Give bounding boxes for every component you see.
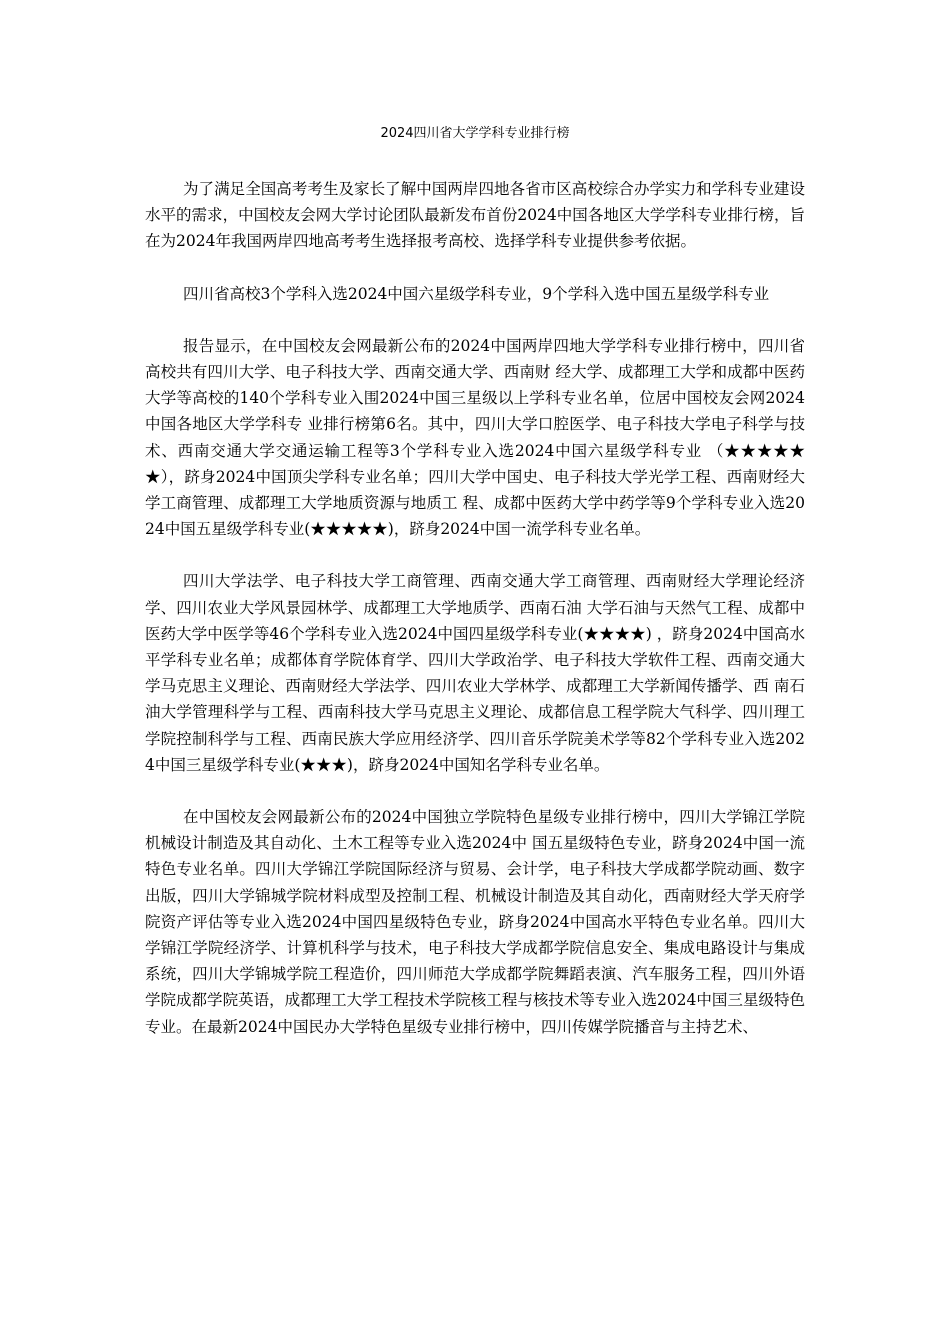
- paragraph-report: 报告显示，在中国校友会网最新公布的2024中国两岸四地大学学科专业排行榜中，四川省高校共有四川大学、电子科技大学、西南交通大学、西南财 经大学、成都理工大学和成都中医药大学等高校的140个学科专业入围2024中国三星级以上学科专业名单，位居中国校友会网2024中国各地区大学学科专 业排行榜第6名。其中，四川大学口腔医学、电子科技大学电子科学与技术、西南交通大学交通运输工程等3个学科专业入选2024中国六星级学科专业 （★★★★★★），跻身2024中国顶尖学科专业名单；四川大学中国史、电子科技大学光学工程、西南财经大学工商管理、成都理工大学地质资源与地质工 程、成都中医药大学中药学等9个学科专业入选2024中国五星级学科专业(★★★★★)，跻身2024中国一流学科专业名单。: [145, 336, 805, 539]
- document-page: [145, 124, 805, 1066]
- paragraph-intro: 为了满足全国高考考生及家长了解中国两岸四地各省市区高校综合办学实力和学科专业建设水平的需求，中国校友会网大学讨论团队最新发布首份2024中国各地区大学学科专业排行榜，旨在为2024年我国两岸四地高考考生选择报考高校、选择学科专业提供参考依据。: [145, 180, 805, 251]
- document-title: 2024四川省大学学科专业排行榜: [380, 126, 570, 141]
- paragraph-four-star: 四川大学法学、电子科技大学工商管理、西南交通大学工商管理、西南财经大学理论经济学、四川农业大学风景园林学、成都理工大学地质学、西南石油 大学石油与天然气工程、成都中医药大学中医学等46个学科专业入选2024中国四星级学科专业(★★★★) ，跻身2024中国高水平学科专业名单；成都体育学院体育学、四川大学政治学、电子科技大学软件工程、西南交通大学马克思主义理论、西南财经大学法学、四川农业大学林学、成都理工大学新闻传播学、西 南石油大学管理科学与工程、西南科技大学马克思主义理论、成都信息工程学院大气科学、四川理工学院控制科学与工程、西南民族大学应用经济学、四川音乐学院美术学等82个学科专业入选2024中国三星级学科专业(★★★)，跻身2024中国知名学科专业名单。: [145, 572, 805, 774]
- paragraph-independent-colleges: 在中国校友会网最新公布的2024中国独立学院特色星级专业排行榜中，四川大学锦江学院机械设计制造及其自动化、土木工程等专业入选2024中 国五星级特色专业，跻身2024中国一流特色专业名单。四川大学锦江学院国际经济与贸易、会计学，电子科技大学成都学院动画、数字出版，四川大学锦城学院材料成型及控制工程、机械设计制造及其自动化，西南财经大学天府学院资产评估等专业入选2024中国四星级特色专业，跻身2024中国高水平特色专业名单。四川大学锦江学院经济学、计算机科学与技术，电子科技大学成都学院信息安全、集成电路设计与集成系统，四川大学锦城学院工程造价，四川师范大学成都学院舞蹈表演、汽车服务工程，四川外语学院成都学院英语，成都理工大学工程技术学院核工程与核技术等专业入选2024中国三星级特色专业。在最新2024中国民办大学特色星级专业排行榜中，四川传媒学院播音与主持艺术、: [145, 808, 805, 1036]
- paragraph-summary: 四川省高校3个学科入选2024中国六星级学科专业，9个学科入选中国五星级学科专业: [183, 284, 770, 303]
